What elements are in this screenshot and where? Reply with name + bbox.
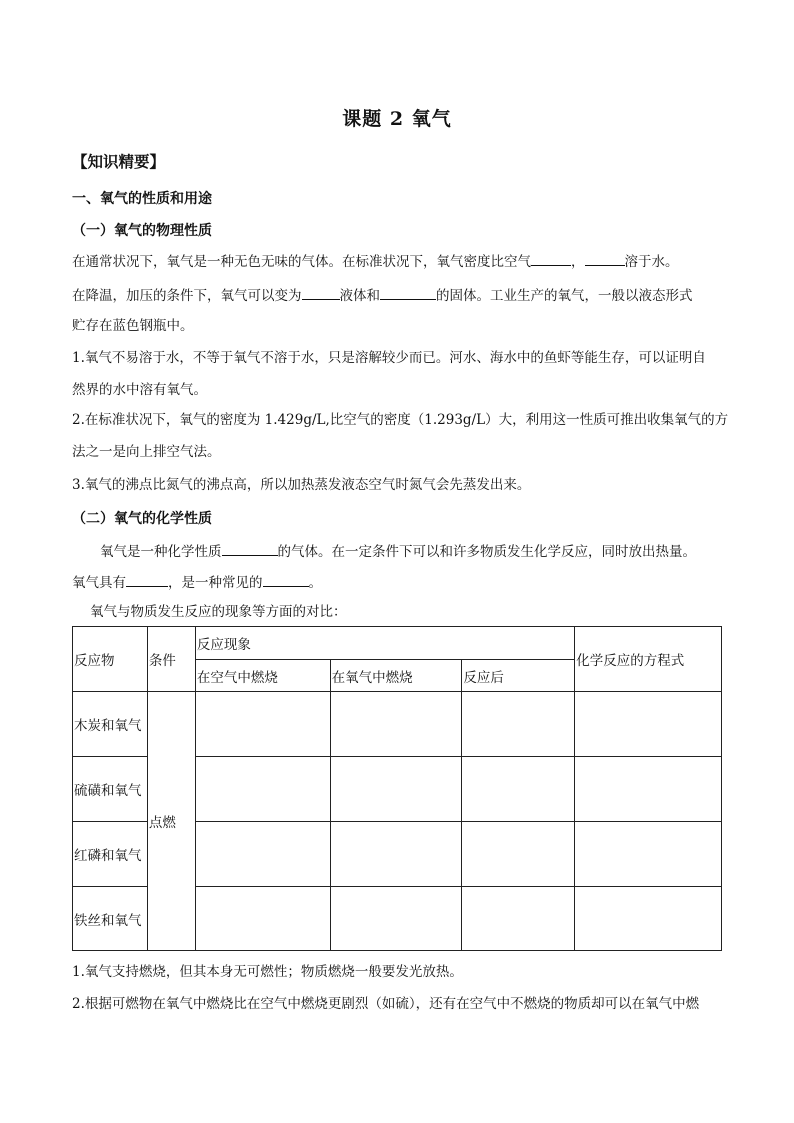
answer-cell[interactable] — [330, 887, 462, 951]
reaction-comparison-table — [72, 626, 722, 951]
physical-line-2-text-c: 的固体。工业生产的氧气，一般以液态形式 — [436, 288, 693, 304]
heading-properties-uses: 一、氧气的性质和用途 — [72, 191, 212, 207]
heading-chemical-properties: （二）氧气的化学性质 — [72, 511, 212, 527]
answer-cell[interactable] — [575, 822, 722, 887]
chemical-line-1-text-a: 氧气是一种化学性质 — [100, 544, 222, 560]
chemical-line-2-text-a: 氧气具有 — [72, 575, 126, 591]
chemical-line-2-text-b: ，是一种常见的 — [168, 575, 263, 591]
header-in-air: 在空气中燃烧 — [195, 660, 330, 692]
header-in-oxygen: 在氧气中燃烧 — [330, 660, 462, 692]
blank-solubility — [585, 250, 625, 266]
physical-note-1-line-1: 1.氧气不易溶于水，不等于氧气不溶于水，只是溶解较少而已。河水、海水中的鱼虾等能生存，可以证明自 — [72, 350, 706, 366]
physical-line-3: 贮存在蓝色钢瓶中。 — [72, 318, 194, 334]
blank-oxidant — [263, 571, 309, 587]
blank-chemical-nature — [222, 540, 278, 556]
chemical-line-2-text-c: 。 — [308, 575, 322, 591]
reactant-cell: 红磷和氧气 — [73, 822, 148, 887]
table-row — [73, 692, 722, 757]
chemical-line-2 — [72, 571, 322, 593]
bottom-note-1: 1.氧气支持燃烧，但其本身无可燃性；物质燃烧一般要发光放热。 — [72, 964, 463, 980]
heading-physical-properties: （一）氧气的物理性质 — [72, 223, 212, 239]
answer-cell[interactable] — [330, 822, 462, 887]
chemical-line-1 — [100, 540, 696, 562]
physical-line-2 — [72, 284, 693, 306]
answer-cell[interactable] — [462, 822, 575, 887]
physical-line-2-text-a: 在降温，加压的条件下，氧气可以变为 — [72, 288, 302, 304]
physical-note-1-line-2: 然界的水中溶有氧气。 — [72, 382, 207, 398]
header-after: 反应后 — [462, 660, 575, 692]
answer-cell[interactable] — [195, 692, 330, 757]
header-phenomenon: 反应现象 — [195, 627, 574, 660]
table-intro: 氧气与物质发生反应的现象等方面的对比： — [90, 604, 347, 620]
physical-line-1-text-c: 溶于水。 — [624, 254, 679, 270]
answer-cell[interactable] — [575, 757, 722, 822]
physical-line-1 — [72, 250, 679, 272]
header-condition: 条件 — [147, 627, 195, 692]
physical-line-1-text-a: 在通常状况下，氧气是一种无色无味的气体。在标准状况下，氧气密度比空气 — [72, 254, 531, 270]
answer-cell[interactable] — [575, 887, 722, 951]
reactant-cell: 硫磺和氧气 — [73, 757, 148, 822]
answer-cell[interactable] — [575, 692, 722, 757]
answer-cell[interactable] — [330, 692, 462, 757]
answer-cell[interactable] — [330, 757, 462, 822]
section-knowledge-heading: 【知识精要】 — [72, 152, 166, 171]
reactant-cell: 木炭和氧气 — [73, 692, 148, 757]
physical-note-2-line-1: 2.在标准状况下，氧气的密度为 1.429g/L,比空气的密度（1.293g/L）大，利用这一性质可推出收集氧气的方 — [72, 412, 729, 428]
answer-cell[interactable] — [195, 887, 330, 951]
table-header-row-1 — [73, 627, 722, 660]
answer-cell[interactable] — [195, 822, 330, 887]
answer-cell[interactable] — [462, 757, 575, 822]
condition-cell: 点燃 — [147, 692, 195, 951]
header-equation: 化学反应的方程式 — [575, 627, 722, 692]
blank-oxidizing — [126, 571, 168, 587]
physical-note-2-line-2: 法之一是向上排空气法。 — [72, 444, 221, 460]
answer-cell[interactable] — [462, 887, 575, 951]
blank-solid-color — [380, 284, 436, 300]
bottom-note-2: 2.根据可燃物在氧气中燃烧比在空气中燃烧更剧烈（如硫），还有在空气中不燃烧的物质却可以在氧气中燃 — [72, 996, 700, 1012]
blank-density — [531, 250, 571, 266]
physical-line-2-text-b: 液体和 — [339, 288, 380, 304]
answer-cell[interactable] — [462, 692, 575, 757]
reactant-cell: 铁丝和氧气 — [73, 887, 148, 951]
blank-liquid-color — [302, 284, 340, 300]
physical-line-1-text-b: ， — [571, 254, 585, 270]
page-title: 课题 2 氧气 — [342, 108, 452, 130]
physical-note-3: 3.氧气的沸点比氮气的沸点高，所以加热蒸发液态空气时氮气会先蒸发出来。 — [72, 477, 531, 493]
answer-cell[interactable] — [195, 757, 330, 822]
header-reactant: 反应物 — [73, 627, 148, 692]
chemical-line-1-text-b: 的气体。在一定条件下可以和许多物质发生化学反应，同时放出热量。 — [277, 544, 696, 560]
